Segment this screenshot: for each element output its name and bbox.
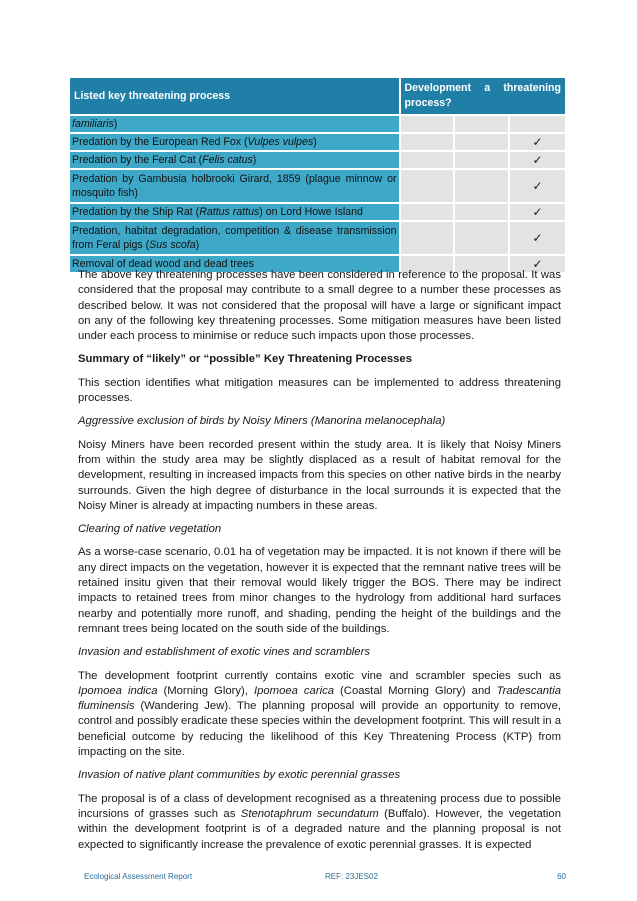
process-cell: Predation by the Ship Rat (Rattus rattus) on Lord Howe Island: [70, 204, 399, 222]
footer-report-title: Ecological Assessment Report: [84, 872, 193, 881]
header-development-threatening: Development a threatening process?: [401, 78, 566, 116]
paragraph-exotic-vines: The development footprint currently contains exotic vine and scrambler species such as Ipomoea indica (Morning Glory), Ipomoea carica (Coastal Morning Glory) and Tradescantia fluminensis (Wandering Jew). The planning proposal will provide an opportunity to remove, control and possibly eradicate these species within the development footprint. This will result in a beneficial outcome by reducing the likelihood of this Key Threatening Process (KTP) from impacting on the site.: [78, 669, 561, 759]
empty-cell: [401, 170, 454, 204]
empty-cell: [401, 204, 454, 222]
empty-cell: [455, 170, 508, 204]
checkmark-icon: ✓: [510, 222, 565, 256]
empty-cell: [455, 204, 508, 222]
table-row: [70, 152, 565, 170]
paragraph-intro: The above key threatening processes have been considered in reference to the proposal. It was considered that the proposal may contribute to a small degree to a number these processes as described below. It was not considered that the proposal will have a large or significant impact on any of the following key threatening processes. Some mitigation measures have been listed under each process to minimise or reduce such impacts upon those processes.: [78, 269, 561, 343]
process-cell: Predation by the Feral Cat (Felis catus): [70, 152, 399, 170]
process-cell: Removal of dead wood and dead trees: [70, 256, 399, 274]
body-text: [78, 268, 561, 861]
page-footer: [0, 872, 637, 886]
empty-cell: [401, 152, 454, 170]
subheading-exotic-vines: Invasion and establishment of exotic vines and scramblers: [78, 646, 370, 659]
footer-page-number: 60: [557, 872, 566, 881]
paragraph-section-intro: This section identifies what mitigation measures can be implemented to address threatening processes.: [78, 376, 561, 405]
checkmark-icon: ✓: [510, 204, 565, 222]
checkmark-icon: ✓: [510, 134, 565, 152]
subheading-noisy-miners: Aggressive exclusion of birds by Noisy Miners (Manorina melanocephala): [78, 415, 446, 428]
check-cell: [510, 116, 565, 134]
paragraph-exotic-grasses: The proposal is of a class of development recognised as a threatening process due to possible incursions of grasses such as Stenotaphrum secundatum (Buffalo). However, the vegetation within the development footprint is of a degraded nature and the planning proposal is not expected to significantly increase the prevalence of exotic perennial grasses. It is expected: [78, 792, 561, 851]
checkmark-icon: ✓: [510, 256, 565, 274]
table-row: [70, 134, 565, 152]
table-row: [70, 170, 565, 204]
subheading-clearing-vegetation: Clearing of native vegetation: [78, 523, 222, 536]
empty-cell: [455, 152, 508, 170]
table-row: [70, 116, 565, 134]
paragraph-clearing-vegetation: As a worse-case scenario, 0.01 ha of vegetation may be impacted. It is not known if there will be any direct impacts on the vegetation, however it is expected that the remnant native trees will be retained insitu given that their removal would likely trigger the BOS. There may be indirect impacts to retained trees from minor changes to the hydrology from additional hard surfaces nearby and potentially more runoff, and shading, pending the height of the buildings and the remnant trees being located on the south side of the buildings.: [78, 546, 561, 635]
section-heading: Summary of “likely” or “possible” Key Threatening Processes: [78, 353, 413, 366]
subheading-exotic-grasses: Invasion of native plant communities by exotic perennial grasses: [78, 769, 401, 782]
table-header-row: [70, 78, 565, 116]
table-row: [70, 222, 565, 256]
checkmark-icon: ✓: [510, 152, 565, 170]
process-cell: Predation by the European Red Fox (Vulpes vulpes): [70, 134, 399, 152]
paragraph-noisy-miners: Noisy Miners have been recorded present within the study area. It is likely that Noisy Miners from within the study area may be slightly displaced as a result of habitat removal for the development, resulting in increased impacts from this species on other native birds in the nearby surrounds. Given the high degree of disturbance in the local surrounds it is expected that the Noisy Miner is already at impacting numbers in these areas.: [78, 438, 561, 512]
threatening-process-table: [68, 78, 567, 274]
checkmark-icon: ✓: [510, 170, 565, 204]
process-cell: Predation by Gambusia holbrooki Girard, 1859 (plague minnow or mosquito fish): [70, 170, 399, 204]
table-row: [70, 204, 565, 222]
empty-cell: [401, 116, 454, 134]
empty-cell: [455, 116, 508, 134]
empty-cell: [401, 222, 454, 256]
empty-cell: [455, 134, 508, 152]
process-cell: familiaris): [70, 116, 399, 134]
footer-reference: REF: 23JES02: [325, 872, 378, 881]
empty-cell: [455, 222, 508, 256]
header-listed-process: Listed key threatening process: [70, 78, 399, 116]
empty-cell: [401, 134, 454, 152]
process-cell: Predation, habitat degradation, competition & disease transmission from Feral pigs (Sus scofa): [70, 222, 399, 256]
